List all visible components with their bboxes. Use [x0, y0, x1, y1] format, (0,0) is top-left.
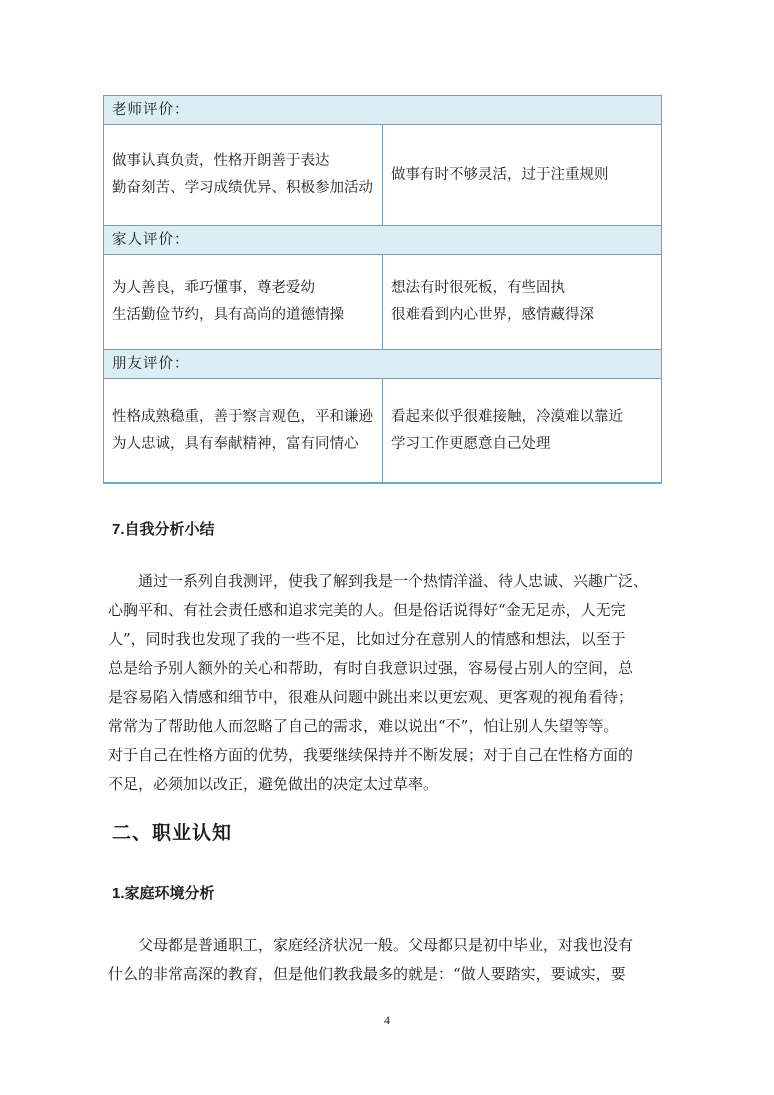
family-strengths-cell	[104, 255, 383, 350]
friends-weakness-line: 学习工作更愿意自己处理	[391, 435, 551, 452]
family-weakness-line: 想法有时很死板，有些固执	[391, 280, 565, 296]
section-1-title: 1.家庭环境分析	[112, 885, 215, 902]
section-1-paragraph	[108, 931, 664, 989]
paragraph-line: 是容易陷入情感和细节中，很难从问题中跳出来以更宏观、更客观的视角看待；	[108, 688, 634, 706]
friends-evaluation-header: 朋友评价：	[104, 350, 662, 379]
paragraph-line: 人”，同时我也发现了我的一些不足，比如过分在意别人的情感和想法，以至于	[108, 630, 626, 648]
section-7-paragraph	[108, 567, 664, 799]
table-header-row-teacher	[104, 96, 662, 125]
chapter-2-title: 二、职业认知	[112, 822, 233, 844]
paragraph-line: 总是给予别人额外的关心和帮助，有时自我意识过强，容易侵占别人的空间，总	[108, 659, 634, 677]
paragraph-line: 什么的非常高深的教育，但是他们教我最多的就是：“做人要踏实，要诚实，要	[108, 965, 626, 983]
friends-strength-line: 为人忠诚，具有奉献精神，富有同情心	[112, 435, 359, 452]
paragraph-line: 不足，必须加以改正，避免做出的决定太过草率。	[108, 775, 439, 793]
teacher-strengths-cell	[104, 125, 383, 226]
paragraph-line: 对于自己在性格方面的优势，我要继续保持并不断发展；对于自己在性格方面的	[108, 746, 634, 764]
family-strength-line: 为人善良，乖巧懂事，尊老爱幼	[112, 280, 315, 296]
teacher-weaknesses-cell	[383, 125, 662, 226]
paragraph-line: 常常为了帮助他人而忽略了自己的需求，难以说出“不”，怕让别人失望等等。	[108, 717, 619, 735]
evaluation-table	[103, 95, 662, 484]
teacher-strength-line: 勤奋刻苦、学习成绩优异、积极参加活动	[112, 180, 373, 196]
section-7-title: 7.自我分析小结	[112, 521, 215, 538]
table-row-family	[104, 255, 662, 350]
family-weakness-line: 很难看到内心世界，感情藏得深	[391, 307, 594, 323]
teacher-strength-line: 做事认真负责，性格开朗善于表达	[112, 153, 330, 169]
friends-strength-line: 性格成熟稳重，善于察言观色，平和谦逊	[112, 408, 373, 425]
friends-strengths-cell	[104, 379, 383, 484]
page-number: 4	[384, 1013, 390, 1027]
paragraph-line: 通过一系列自我测评，使我了解到我是一个热情洋溢、待人忠诚、兴趣广泛、	[138, 572, 649, 590]
paragraph-line: 父母都是普通职工，家庭经济状况一般。父母都只是初中毕业，对我也没有	[138, 936, 634, 954]
friends-weakness-line: 看起来似乎很难接触，冷漠难以靠近	[391, 408, 623, 425]
teacher-weakness-line: 做事有时不够灵活，过于注重规则	[391, 166, 609, 183]
table-row-teacher	[104, 125, 662, 226]
table-header-row-friends	[104, 350, 662, 379]
paragraph-line: 心胸平和、有社会责任感和追求完美的人。但是俗话说得好“金无足赤，人无完	[108, 601, 626, 619]
family-evaluation-header: 家人评价：	[104, 226, 662, 255]
family-strength-line: 生活勤俭节约，具有高尚的道德情操	[112, 307, 344, 323]
teacher-evaluation-header: 老师评价：	[104, 96, 662, 125]
family-weaknesses-cell	[383, 255, 662, 350]
table-header-row-family	[104, 226, 662, 255]
table-row-friends	[104, 379, 662, 484]
friends-weaknesses-cell	[383, 379, 662, 484]
